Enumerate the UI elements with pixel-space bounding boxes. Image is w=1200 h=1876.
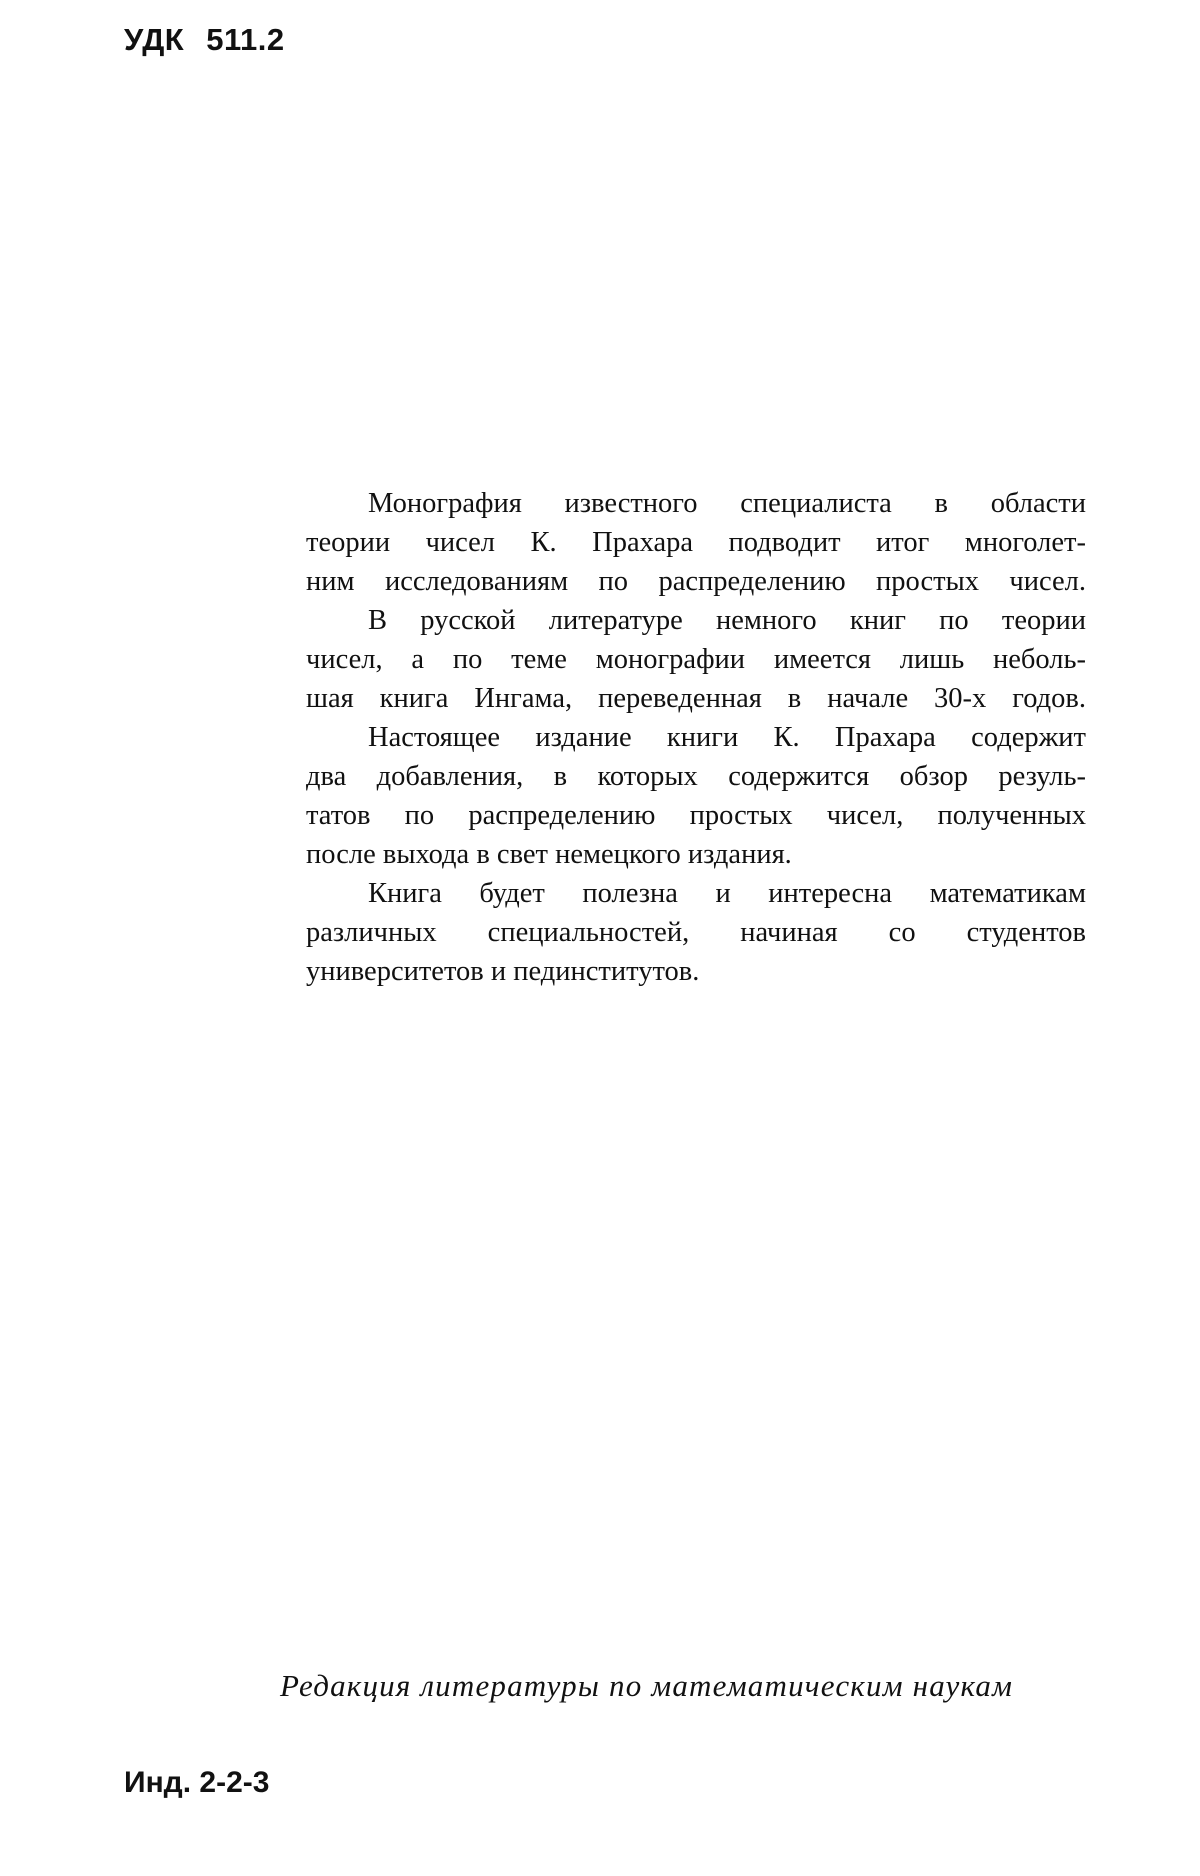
abstract-paragraph-3 [306, 718, 1086, 874]
abstract-line: Настоящее издание книги К. Прахара содержит [368, 722, 1086, 753]
udk-label: УДК [124, 22, 185, 57]
udk-code [124, 22, 285, 58]
book-abstract [306, 484, 1086, 991]
abstract-line: чисел, а по теме монографии имеется лишь неболь- [306, 644, 1086, 675]
abstract-line: теории чисел К. Прахара подводит итог многолет- [306, 527, 1086, 558]
abstract-line: университетов и пединститутов. [306, 956, 700, 987]
abstract-line: В русской литературе немного книг по теории [368, 605, 1086, 636]
index-code: Инд. 2-2-3 [124, 1766, 270, 1799]
abstract-line: два добавления, в которых содержится обзор резуль- [306, 761, 1086, 792]
abstract-paragraph-2 [306, 601, 1086, 718]
udk-number: 511.2 [206, 22, 285, 57]
abstract-paragraph-1 [306, 484, 1086, 601]
abstract-line: Книга будет полезна и интересна математикам [368, 878, 1086, 909]
abstract-line: ним исследованиям по распределению простых чисел. [306, 566, 1086, 597]
abstract-line: после выхода в свет немецкого издания. [306, 839, 792, 870]
abstract-line: различных специальностей, начиная со студентов [306, 917, 1086, 948]
abstract-line: татов по распределению простых чисел, полученных [306, 800, 1086, 831]
abstract-line: Монография известного специалиста в области [368, 488, 1086, 519]
abstract-line: шая книга Ингама, переведенная в начале 30-х годов. [306, 683, 1086, 714]
abstract-paragraph-4 [306, 874, 1086, 991]
editorial-office: Редакция литературы по математическим наукам [280, 1668, 1014, 1703]
